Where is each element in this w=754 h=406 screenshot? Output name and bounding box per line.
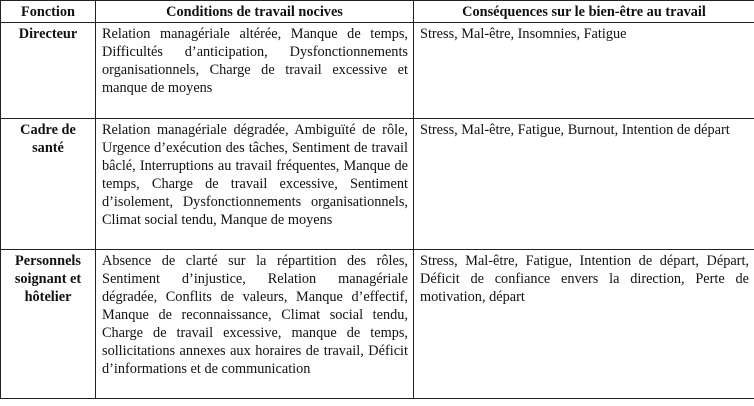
header-fonction: Fonction (1, 1, 96, 23)
header-consequences: Conséquences sur le bien-être au travail (414, 1, 754, 23)
table-row (1, 23, 754, 119)
table-row (1, 119, 754, 250)
conditions-cell: Absence de clarté sur la répartition des rôles, Sentiment d’injustice, Relation managériale dégradée, Conflits de valeurs, Manque d’effectif, Manque de reconnaissance, Climat social tendu, Charge de travail excessive, manque de temps, sollicitations annexes aux horaires de travail, Déficit d’informations et de communication (96, 250, 414, 399)
table-header-row (1, 1, 754, 23)
header-conditions: Conditions de travail nocives (96, 1, 414, 23)
consequences-cell: Stress, Mal-être, Fatigue, Burnout, Intention de départ (414, 119, 754, 250)
table-row (1, 250, 754, 399)
fonction-cell: Personnels soignant et hôtelier (1, 250, 96, 399)
consequences-cell: Stress, Mal-être, Fatigue, Intention de départ, Départ, Déficit de confiance envers la direction, Perte de motivation, départ (414, 250, 754, 399)
conditions-cell: Relation managériale dégradée, Ambiguïté de rôle, Urgence d’exécution des tâches, Sentiment de travail bâclé, Interruptions au travail fréquentes, Manque de temps, Charge de travail excessive, Sentiment d’isolement, Dysfonctionnements organisationnels, Climat social tendu, Manque de moyens (96, 119, 414, 250)
fonction-cell: Directeur (1, 23, 96, 119)
fonction-cell: Cadre de santé (1, 119, 96, 250)
conditions-cell: Relation managériale altérée, Manque de temps, Difficultés d’anticipation, Dysfonctionnements organisationnels, Charge de travail excessive et manque de moyens (96, 23, 414, 119)
consequences-cell: Stress, Mal-être, Insomnies, Fatigue (414, 23, 754, 119)
